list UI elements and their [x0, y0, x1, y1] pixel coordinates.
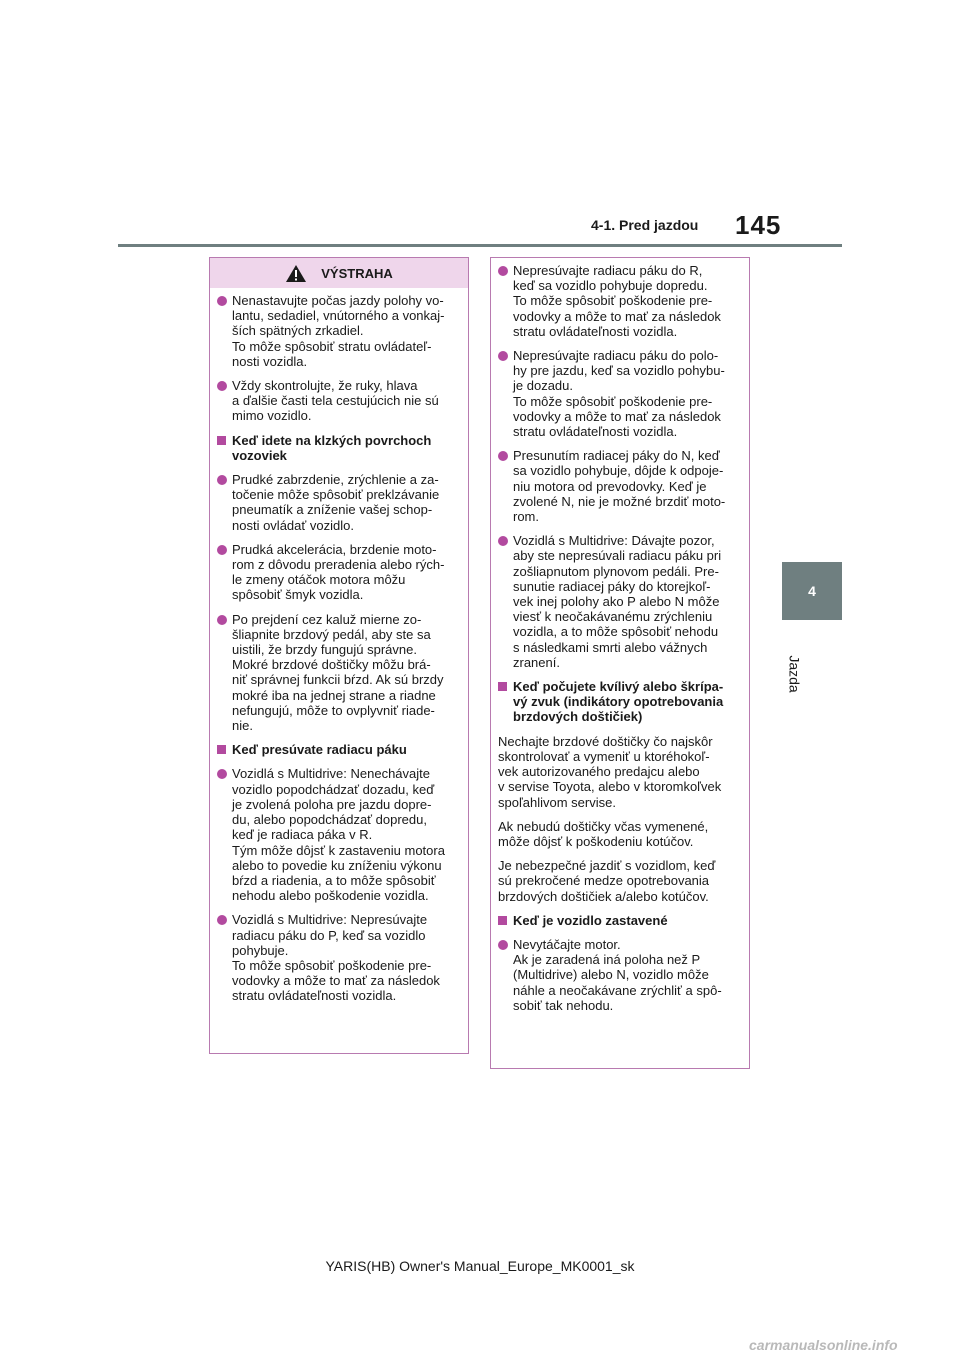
- square-bullet-icon: [498, 916, 507, 925]
- subheading: [498, 679, 743, 725]
- item-text: Nepresúvajte radiacu páku do polo- hy pre jazdu, keď sa vozidlo pohybu- je dozadu. To môže spôsobiť poškodenie pre- vodovky a môže to mať za následok stratu ovládateľnosti vozidla.: [513, 348, 725, 440]
- item-text: Nevytáčajte motor. Ak je zaradená iná poloha než P (Multidrive) alebo N, vozidlo môže náhle a neočakávane zrýchliť a spô- sobiť tak nehodu.: [513, 936, 722, 1013]
- round-bullet-icon: [217, 475, 227, 485]
- subheading: [217, 433, 462, 463]
- item-text: Vozidlá s Multidrive: Nenechávajte vozidlo popodchádzať dozadu, keď je zvolená poloha pre jazdu dopre- du, alebo popodchádzať dopredu, keď je radiaca páka v R. Tým môže dôjsť k zastaveniu motora alebo to povedie ku zníženiu výkonu bŕzd a riadenia, a to môže spôsobiť nehodu alebo poškodenie vozidla.: [232, 766, 445, 904]
- round-bullet-icon: [498, 536, 508, 546]
- chapter-label-text: Jazda: [786, 655, 803, 693]
- bullet-item: [217, 912, 462, 1003]
- paragraph: Je nebezpečné jazdiť s vozidlom, keď sú prekročené medze opotrebovania brzdových doštičiek a/alebo kotúčov.: [498, 858, 716, 904]
- item-text: Vždy skontrolujte, že ruky, hlava a ďalšie časti tela cestujúcich nie sú mimo vozidlo.: [232, 378, 439, 424]
- bullet-item: [217, 293, 462, 369]
- warning-box: [209, 257, 469, 1054]
- item-text: Nepresúvajte radiacu páku do R, keď sa vozidlo pohybuje dopredu. To môže spôsobiť poškodenie pre- vodovky a môže to mať za následok stratu ovládateľnosti vozidla.: [513, 263, 721, 339]
- header-rule: [118, 244, 842, 247]
- item-text: Presunutím radiacej páky do N, keď sa vozidlo pohybuje, dôjde k odpoje- niu motora od prevodovky. Keď je zvolené N, nie je možné brzdiť moto- rom.: [513, 448, 726, 525]
- square-bullet-icon: [217, 436, 226, 445]
- chapter-tab: [782, 562, 842, 620]
- round-bullet-icon: [498, 351, 508, 361]
- item-text: Keď počujete kvílivý alebo škrípa- vý zvuk (indikátory opotrebovania brzdových doštičiek): [513, 679, 724, 725]
- bullet-item: [498, 533, 743, 670]
- item-text: Keď je vozidlo zastavené: [513, 912, 668, 928]
- warning-header: [210, 258, 468, 288]
- paragraph: Nechajte brzdové doštičky čo najskôr skontrolovať a vymeniť u ktoréhokoľ- vek autorizovaného predajcu alebo v servise Toyota, alebo v ktoromkoľvek spoľahlivom servise.: [498, 733, 722, 810]
- warning-content-right: [491, 258, 749, 1013]
- warning-title: VÝSTRAHA: [321, 265, 393, 281]
- paragraph: Ak nebudú doštičky včas vymenené, môže dôjsť k poškodeniu kotúčov.: [498, 818, 709, 849]
- bullet-item: [217, 542, 462, 603]
- round-bullet-icon: [217, 769, 227, 779]
- warning-triangle-icon: [285, 264, 307, 283]
- round-bullet-icon: [217, 615, 227, 625]
- square-bullet-icon: [498, 682, 507, 691]
- chapter-number: 4: [808, 583, 816, 599]
- section-title: 4-1. Pred jazdou: [591, 217, 699, 233]
- bullet-item: [498, 348, 743, 439]
- item-text: Keď idete na klzkých povrchoch vozoviek: [232, 432, 432, 463]
- subheading: [217, 742, 462, 757]
- item-text: Vozidlá s Multidrive: Nepresúvajte radiacu páku do P, keď sa vozidlo pohybuje. To môže spôsobiť poškodenie pre- vodovky a môže to mať za následok stratu ovládateľnosti vozidla.: [232, 912, 440, 1004]
- bullet-item: [498, 448, 743, 524]
- bullet-item: [498, 263, 743, 339]
- bullet-item: [217, 612, 462, 734]
- item-text: Keď presúvate radiacu páku: [232, 742, 407, 758]
- round-bullet-icon: [217, 381, 227, 391]
- bullet-item: [498, 937, 743, 1013]
- warning-box-continued: [490, 257, 750, 1069]
- page-number: 145: [735, 210, 782, 240]
- item-text: Prudká akcelerácia, brzdenie moto- rom z dôvodu preradenia alebo rých- le zmeny otáčok motora môžu spôsobiť šmyk vozidla.: [232, 541, 445, 603]
- item-text: Prudké zabrzdenie, zrýchlenie a za- točenie môže spôsobiť preklzávanie pneumatík a zníženie vašej schop- nosti ovládať vozidlo.: [232, 472, 440, 533]
- round-bullet-icon: [498, 266, 508, 276]
- item-text: Po prejdení cez kaluž mierne zo- šliapnite brzdový pedál, aby ste sa uistili, že brzdy fungujú správne. Mokré brzdové doštičky môžu brá- niť správnej funkcii bŕzd. Ak sú brzdy mokré iba na jednej strane a riadne nefungujú, môže to ovplyvniť riade- nie.: [232, 611, 444, 734]
- round-bullet-icon: [498, 451, 508, 461]
- round-bullet-icon: [217, 545, 227, 555]
- chapter-label: [784, 650, 808, 710]
- footer-text: YARIS(HB) Owner's Manual_Europe_MK0001_sk: [325, 1258, 635, 1274]
- square-bullet-icon: [217, 745, 226, 754]
- warning-content-left: [210, 288, 468, 1004]
- watermark: carmanualsonline.info: [749, 1337, 898, 1353]
- item-text: Vozidlá s Multidrive: Dávajte pozor, aby ste nepresúvali radiacu páku pri zošliapnutom plynovom pedáli. Pre- sunutie radiacej páky do ktorejkoľ- vek inej polohy ako P alebo N môže viesť k neočakávanému zrýchleniu vozidla, a to môže spôsobiť nehodu s následkami smrti alebo vážnych zranení.: [513, 533, 722, 670]
- subheading: [498, 913, 743, 928]
- bullet-item: [217, 472, 462, 533]
- bullet-item: [217, 766, 462, 903]
- item-text: Nenastavujte počas jazdy polohy vo- lantu, sedadiel, vnútorného a vonkaj- ších spätných zrkadiel. To môže spôsobiť stratu ovládateľ- nosti vozidla.: [232, 293, 445, 369]
- bullet-item: [217, 378, 462, 424]
- round-bullet-icon: [217, 915, 227, 925]
- round-bullet-icon: [217, 296, 227, 306]
- round-bullet-icon: [498, 940, 508, 950]
